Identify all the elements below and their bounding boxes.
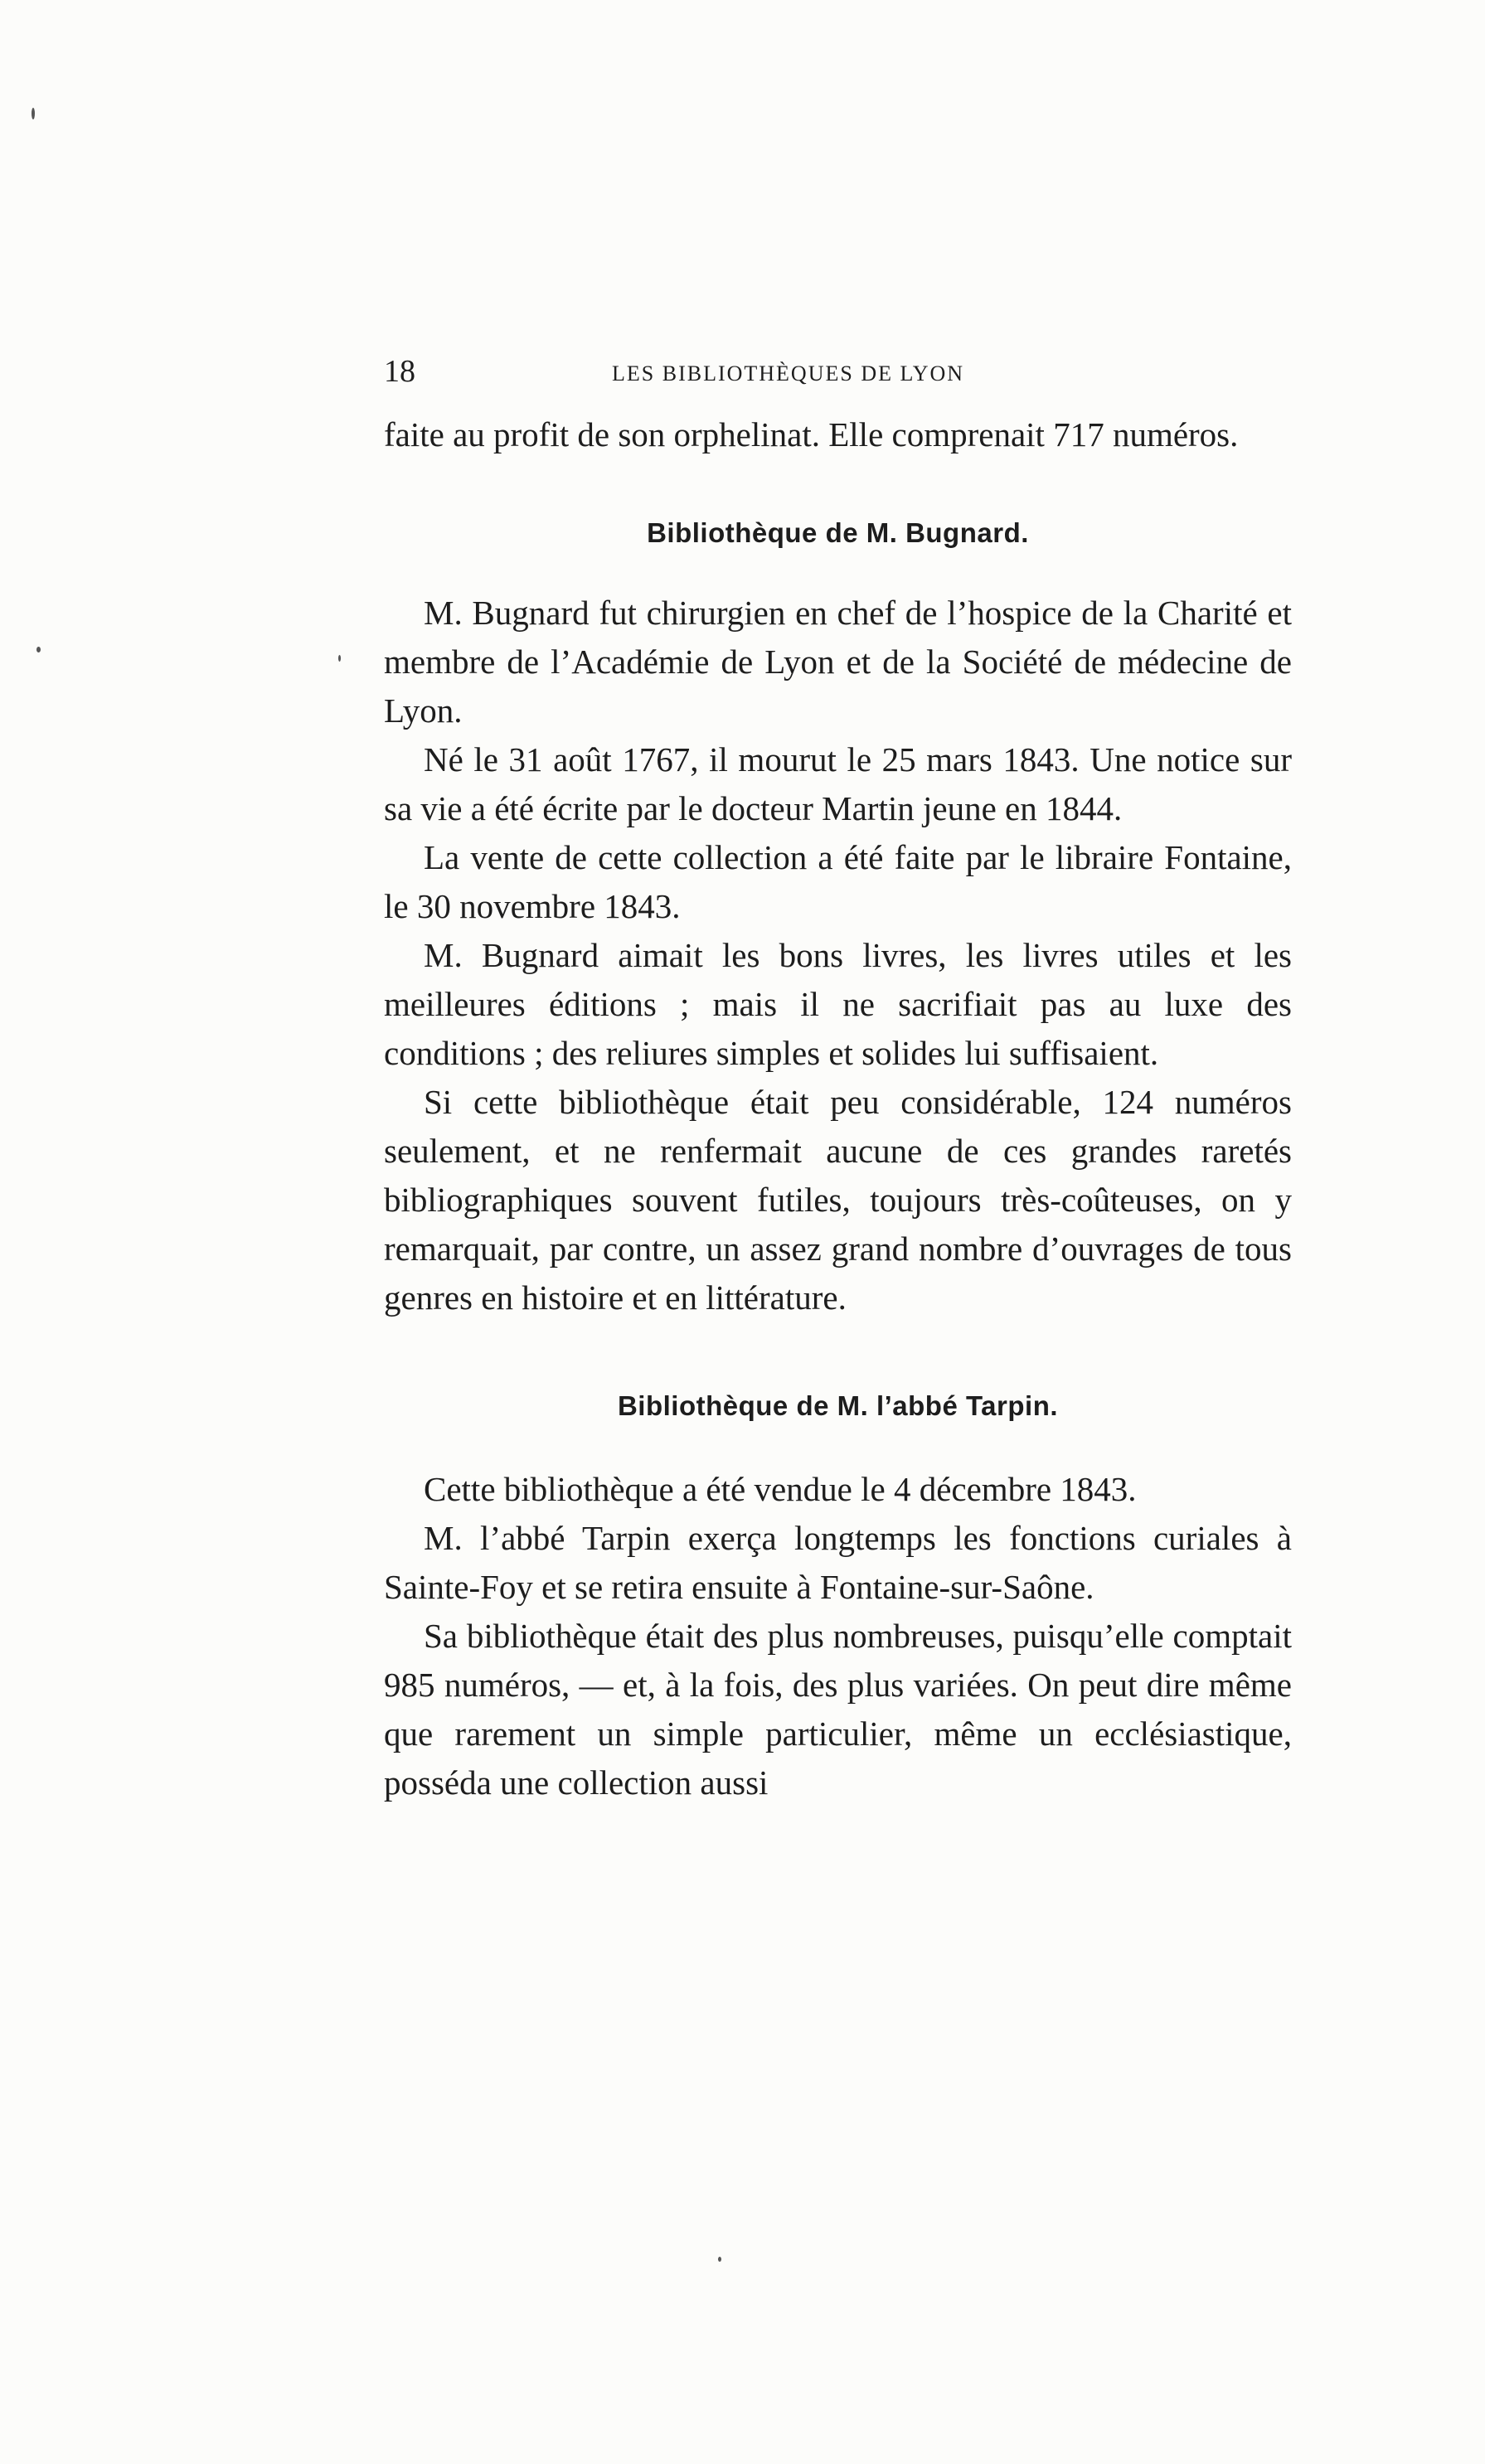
- scan-speck: [338, 655, 341, 662]
- paragraph: La vente de cette collection a été faite par le libraire Fontaine, le 30 novembre 1843.: [384, 838, 1292, 925]
- page-number: 18: [384, 354, 415, 389]
- running-head: [384, 352, 1292, 390]
- intro-paragraph: faite au profit de son orphelinat. Elle comprenait 717 numéros.: [384, 415, 1239, 454]
- paragraph: Cette bibliothèque a été vendue le 4 décembre 1843.: [424, 1470, 1137, 1508]
- scan-speck: [718, 2257, 721, 2262]
- book-page: [384, 352, 1292, 1807]
- paragraph: Sa bibliothèque était des plus nombreuses, puisqu’elle comptait 985 numéros, — et, à la fois, des plus variées. On peut dire même que rarement un simple particulier, même un ecclésiastique, posséda une collection aussi: [384, 1617, 1292, 1802]
- paragraph: M. l’abbé Tarpin exerça longtemps les fonctions curiales à Sainte-Foy et se retira ensuite à Fontaine-sur-Saône.: [384, 1519, 1292, 1606]
- section-title-tarpin: Bibliothèque de M. l’abbé Tarpin.: [617, 1390, 1059, 1421]
- paragraph: Si cette bibliothèque était peu considérable, 124 numéros seulement, et ne renfermait aucune de ces grandes raretés bibliographiques souvent futiles, toujours très-coûteuses, on y remarquait, par contre, un assez grand nombre d’ouvrages de tous genres en histoire et en littérature.: [384, 1083, 1292, 1317]
- scan-speck: [32, 108, 35, 119]
- scan-speck: [36, 647, 41, 652]
- paragraph: M. Bugnard fut chirurgien en chef de l’hospice de la Charité et membre de l’Académie de Lyon et de la Société de médecine de Lyon.: [384, 594, 1292, 730]
- paragraph: Né le 31 août 1767, il mourut le 25 mars 1843. Une notice sur sa vie a été écrite par le docteur Martin jeune en 1844.: [384, 740, 1292, 827]
- section-title-bugnard: Bibliothèque de M. Bugnard.: [647, 517, 1029, 548]
- paragraph: M. Bugnard aimait les bons livres, les livres utiles et les meilleures éditions ; mais il ne sacrifiait pas au luxe des conditions ; des reliures simples et solides lui suffisaient.: [384, 936, 1292, 1072]
- running-title: LES BIBLIOTHÈQUES DE LYON: [612, 361, 965, 386]
